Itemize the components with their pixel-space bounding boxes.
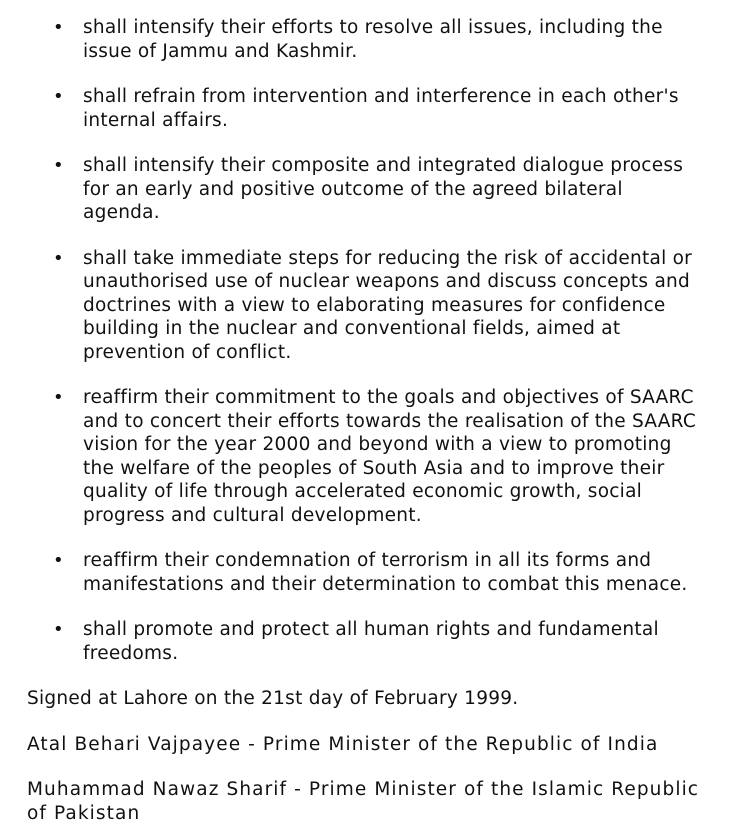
bullet-icon: • (53, 86, 64, 107)
clause-item (27, 618, 703, 665)
clause-text: reaffirm their commitment to the goals and objectives of SAARC and to concert their efforts towards the realisation of the SAARC vision for the year 2000 and beyond with a view to promoting the welfare of the peoples of South Asia and to improve their quality of life through accelerated economic growth, social progress and cultural development. (83, 387, 697, 526)
clause-text: shall promote and protect all human rights and fundamental freedoms. (83, 619, 659, 664)
clause-text: shall take immediate steps for reducing the risk of accidental or unauthorised use of nuclear weapons and discuss concepts and doctrines with a view to elaborating measures for confidence building in the nuclear and conventional fields, aimed at prevention of conflict. (83, 247, 693, 363)
clause-text: shall refrain from intervention and interference in each other's internal affairs. (83, 86, 679, 131)
clause-item (27, 386, 703, 527)
clause-item (27, 247, 703, 365)
bullet-icon: • (53, 155, 64, 176)
clause-item (27, 85, 703, 132)
signing-statement: Signed at Lahore on the 21st day of February 1999. (27, 688, 519, 709)
bullet-icon: • (53, 619, 64, 640)
clause-item (27, 549, 703, 596)
clause-text: reaffirm their condemnation of terrorism in all its forms and manifestations and their determination to combat this menace. (83, 550, 688, 595)
clause-item (27, 16, 703, 63)
clause-list (27, 16, 735, 665)
bullet-icon: • (53, 550, 64, 571)
bullet-icon: • (53, 387, 64, 408)
clause-text: shall intensify their efforts to resolve all issues, including the issue of Jammu and Kashmir. (83, 17, 663, 62)
clause-item (27, 154, 703, 225)
bullet-icon: • (53, 247, 64, 269)
signatory-pakistan: Muhammad Nawaz Sharif - Prime Minister of the Islamic Republic of Pakistan (27, 779, 700, 824)
clause-text: shall intensify their composite and integrated dialogue process for an early and positive outcome of the agreed bilateral agenda. (83, 155, 684, 223)
bullet-icon: • (53, 17, 64, 38)
signatory-india: Atal Behari Vajpayee - Prime Minister of the Republic of India (27, 733, 659, 755)
